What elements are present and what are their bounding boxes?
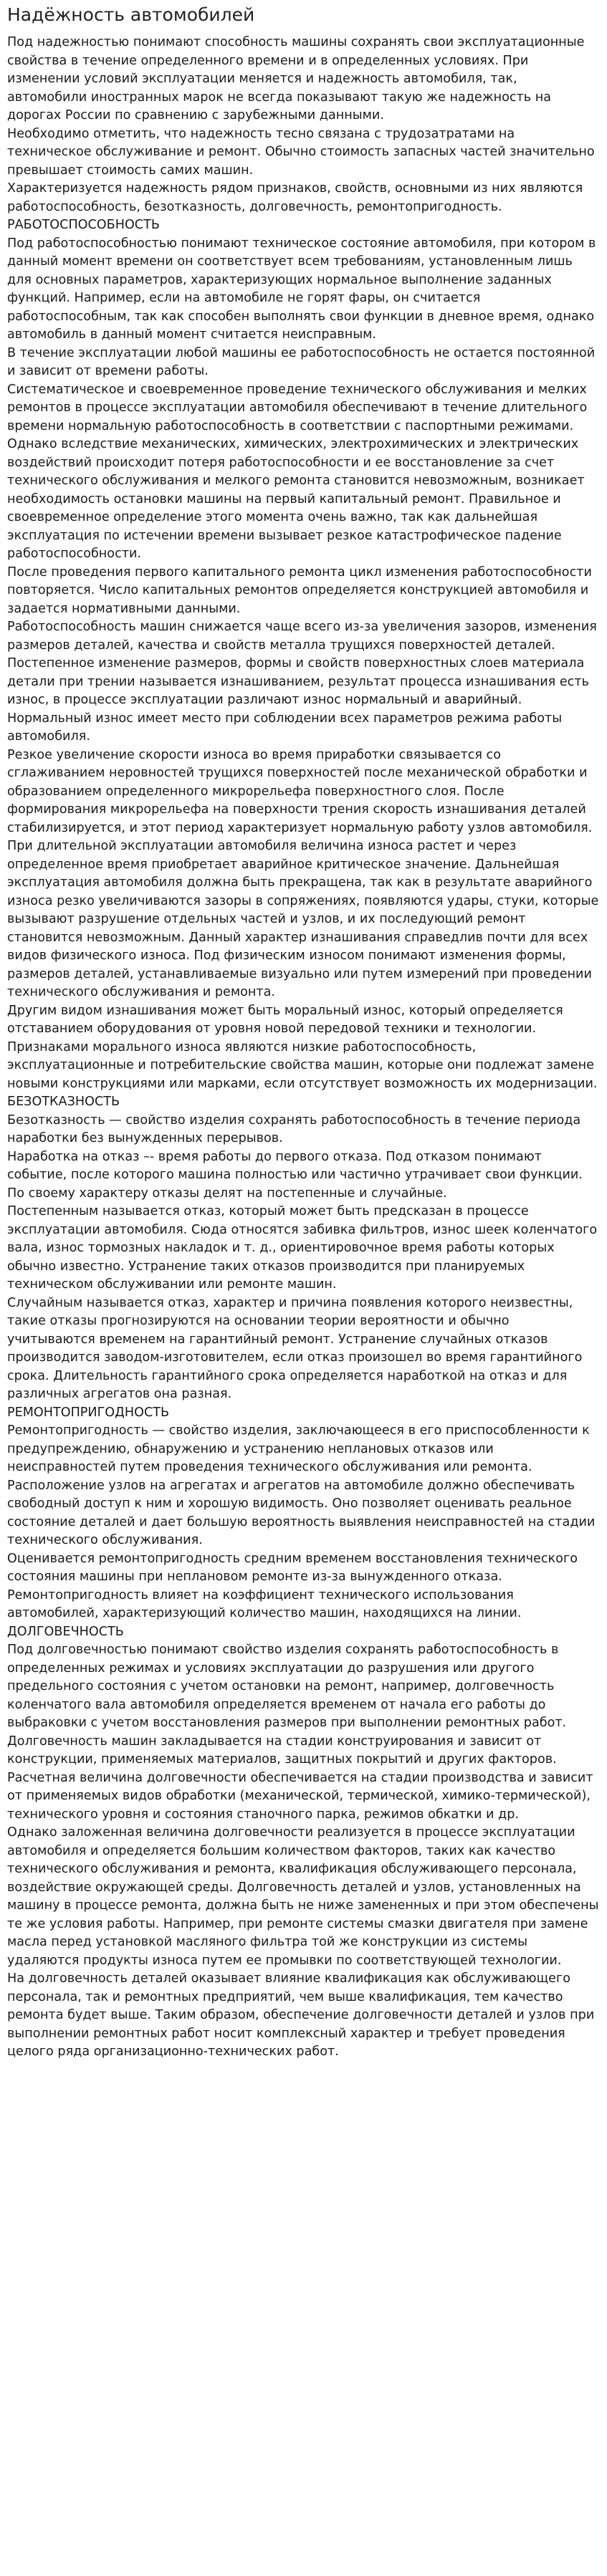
paragraph: Характеризуется надежность рядом признаков, свойств, основными из них являются работоспособность, безотказность, долговечность, ремонтопригодность. bbox=[7, 181, 583, 214]
paragraph: Ремонтопригодность — свойство изделия, заключающееся в его приспособленности к предупреждению, обнаружению и устранению неплановых отказов или неисправностей путем проведения технического обслуживания или ремонта. Расположение узлов на агрегатах и агрегатов на автомобиле должно обеспечивать свободный доступ к ним и хорошую видимость. Оно позволяет оценивать реальное состояние деталей и дает большую вероятность выявления неисправностей на стадии технического обслуживания. bbox=[7, 1423, 596, 1547]
section-heading-remontoprigodnost: РЕМОНТОПРИГОДНОСТЬ bbox=[7, 1405, 170, 1420]
section-heading-rabotosposobnost: РАБОТОСПОСОБНОСТЬ bbox=[7, 218, 160, 232]
section-heading-dolgovechnost: ДОЛГОВЕЧНОСТЬ bbox=[7, 1624, 124, 1639]
paragraph: Под работоспособностью понимают техническое состояние автомобиля, при котором в данный момент времени он соответствует всем требованиям, установленным лишь для основных параметров, характеризующих нормальное выполнение заданных функций. Например, если на автомобиле не горят фары, он считается работоспособным, так как способен выполнять свои функции в дневное время, однако автомобиль в данный момент считается неисправным. bbox=[7, 236, 596, 342]
paragraph: На долговечность деталей оказывает влияние квалификация как обслуживающего персонала, так и ремонтных предприятий, чем выше квалификация, тем качество ремонта будет выше. Таким образом, обеспечение долговечности деталей и узлов при выполнении ремонтных работ носит комплексный характер и требует проведения целого ряда организационно-технических работ. bbox=[7, 1971, 595, 2059]
paragraph: Под долговечностью понимают свойство изделия сохранять работоспособность в определенных режимах и условиях эксплуатации до разрушения или другого предельного состояния с учетом остановки на ремонт, например, долговечность коленчатого вала автомобиля определяется временем от начала его работы до выбраковки с учетом восстановления размеров при выполнении ремонтных работ. bbox=[7, 1643, 567, 1730]
page-title: Надёжность автомобилей bbox=[7, 4, 255, 25]
article-body bbox=[7, 34, 600, 2062]
paragraph: Другим видом изнашивания может быть моральный износ, который определяется отставанием оборудования от уровня новой передовой техники и технологии. Признаками морального износа являются низкие работоспособность, эксплуатационные и потребительские свойства машин, которые они подлежат замене новыми конструкциями или марками, если отсутствует возможность их модернизации. bbox=[7, 1003, 598, 1091]
section-heading-bezotkaznost: БЕЗОТКАЗНОСТЬ bbox=[7, 1095, 120, 1109]
paragraph: Необходимо отметить, что надежность тесно связана с трудозатратами на техническое обслуживание и ремонт. Обычно стоимость запасных частей значительно превышает стоимость самих машин. bbox=[7, 126, 595, 178]
paragraph: Долговечность машин закладывается на стадии конструирования и зависит от конструкции, применяемых материалов, защитных покрытий и других факторов. bbox=[7, 1734, 557, 1767]
paragraph: Систематическое и своевременное проведение технического обслуживания и мелких ремонтов в процессе эксплуатации автомобиля обеспечивают в течение длительного времени нормальную работоспособность в соответствии с паспортными режимами. Однако вследствие механических, химических, электрохимических и электрических воздействий происходит потеря работоспособности и ее восстановление за счет технического обслуживания и мелкого ремонта становится невозможным, возникает необходимость остановки машины на первый капитальный ремонт. Правильное и своевременное определение этого момента очень важно, так как дальнейшая эксплуатация по истечении времени вызывает резкое катастрофическое падение работоспособности. bbox=[7, 382, 588, 561]
paragraph: Расчетная величина долговечности обеспечивается на стадии производства и зависит от применяемых видов обработки (механической, термической, химико-термической), технического уровня и состояния станочного парка, режимов обкатки и др. bbox=[7, 1770, 593, 1822]
paragraph-intro: Под надежностью понимают способность машины сохранять свои эксплуатационные свойства в течение определенного времени и в определенных условиях. При изменении условий эксплуатации меняется и надежность автомобиля, так, автомобили иностранных марок не всегда показывают такую же надежность на дорогах России по сравнению с зарубежными данными. bbox=[7, 35, 585, 122]
paragraph: Случайным называется отказ, характер и причина появления которого неизвестны, такие отказы прогнозируются на основании теории вероятности и обычно учитываются временем на гарантийный ремонт. Устранение случайных отказов производится заводом-изготовителем, если отказ произошел во время гарантийного срока. Длительность гарантийного срока определяется наработкой на отказ и для различных агрегатов она разная. bbox=[7, 1295, 583, 1401]
paragraph: В течение эксплуатации любой машины ее работоспособность не остается постоянной и зависит от времени работы. bbox=[7, 345, 596, 378]
paragraph: Наработка на отказ –- время работы до первого отказа. Под отказом понимают событие, после которого машина полностью или частично утрачивает свои функции. По своему характеру отказы делят на постепенные и случайные. bbox=[7, 1149, 583, 1201]
paragraph: После проведения первого капитального ремонта цикл изменения работоспособности повторяется. Число капитальных ремонтов определяется конструкцией автомобиля и задается нормативными данными. bbox=[7, 564, 592, 616]
paragraph: Работоспособность машин снижается чаще всего из-за увеличения зазоров, изменения размеров деталей, качества и свойств металла трущихся поверхностей деталей. Постепенное изменение размеров, формы и свойств поверхностных слоев материала детали при трении называется изнашиванием, результат процесса изнашивания есть износ, в процессе эксплуатации различают износ нормальный и аварийный. bbox=[7, 620, 597, 707]
paragraph: Однако заложенная величина долговечности реализуется в процессе эксплуатации автомобиля и определяется большим количеством факторов, таких как качество технического обслуживания и ремонта, квалификация обслуживающего персонала, воздействие окружающей среды. Долговечность деталей и узлов, установленных на машину в процессе ремонта, должна быть не ниже замененных и при этом обеспечены те же условия работы. Например, при ремонте системы смазки двигателя при замене масла перед установкой масляного фильтра той же конструкции из системы удаляются продукты износа путем ее промывки по соответствующей технологии. bbox=[7, 1825, 599, 1968]
paragraph: Нормальный износ имеет место при соблюдении всех параметров режима работы автомобиля. bbox=[7, 711, 563, 744]
paragraph: Постепенным называется отказ, который может быть предсказан в процессе эксплуатации автомобиля. Сюда относятся забивка фильтров, износ шеек коленчатого вала, износ тормозных накладок и т. д., ориентировочное время работы которых обычно известно. Устранение таких отказов производится при планируемых техническом обслуживании или ремонте машин. bbox=[7, 1204, 598, 1292]
paragraph: Безотказность — свойство изделия сохранять работоспособность в течение периода наработки без вынужденных перерывов. bbox=[7, 1112, 581, 1145]
paragraph: Оценивается ремонтопригодность средним временем восстановления технического состояния машины при неплановом ремонте из-за вынужденного отказа. Ремонтопригодность влияет на коэффициент технического использования автомобилей, характеризующий количество машин, находящихся на линии. bbox=[7, 1551, 578, 1620]
paragraph: Резкое увеличение скорости износа во время приработки связывается со сглаживанием неровностей трущихся поверхностей после механической обработки и образованием определенного микрорельефа поверхностного слоя. После формирования микрорельефа на поверхности трения скорость изнашивания деталей стабилизируется, и этот период характеризует нормальную работу узлов автомобиля. При длительной эксплуатации автомобиля величина износа растет и через определенное время приобретает аварийное критическое значение. Дальнейшая эксплуатация автомобиля должна быть прекращена, так как в результате аварийного износа резко увеличиваются зазоры в сопряжениях, появляются удары, стуки, которые вызывают разрушение отдельных частей и узлов, и их последующий ремонт становится невозможным. Данный характер изнашивания справедлив почти для всех видов физического износа. Под физическим износом понимают изменения формы, размеров деталей, устанавливаемые визуально или путем измерений при проведении технического обслуживания и ремонта. bbox=[7, 747, 599, 999]
